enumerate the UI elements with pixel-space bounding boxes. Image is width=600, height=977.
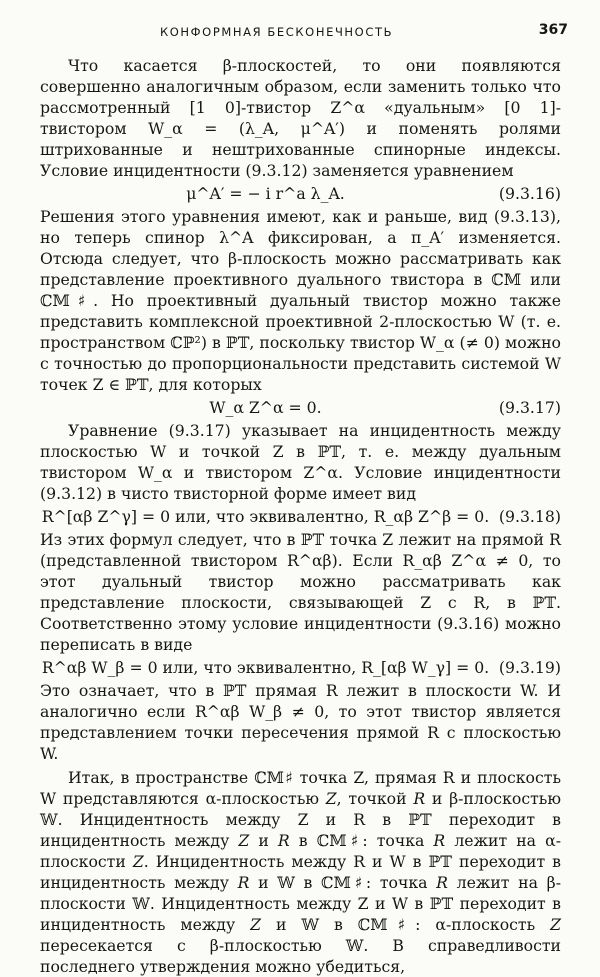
equation-expression: W_α Z^α = 0. [209,398,322,417]
equation-number: (9.3.17) [498,398,561,417]
equation-9-3-18 [40,504,561,529]
page-header [40,22,576,42]
paragraph-beta-planes: Что касается β-плоскостей, то они появляются совершенно аналогичным образом, если заменить только что рассмотренный [1 0]-твистор Z^α «дуальным» [0 1]-твистором W_α = (λ_A, μ^A′) и поменять ролями штрихованные и нештрихованные спинорные индексы. Условие инцидентности (9.3.12) заменяется уравнением [40,56,561,180]
equation-expression: R^αβ W_β = 0 или, что эквивалентно, R_[αβ W_γ] = 0. [41,658,490,677]
paragraph-line-in-plane: Это означает, что в ℙ𝕋 прямая R лежит в плоскости W. И аналогично если R^αβ W_β ≠ 0, то этот твистор является представлением точки пересечения прямой R с плоскостью W. [40,681,561,763]
equation-number: (9.3.16) [498,184,561,203]
equation-expression: μ^A′ = − i r^a λ_A. [186,184,345,203]
running-title: КОНФОРМНАЯ БЕСКОНЕЧНОСТЬ [160,25,394,39]
equation-number: (9.3.19) [498,658,561,677]
equation-number: (9.3.18) [498,507,561,526]
paragraph-summary: Итак, в пространстве ℂ𝕄♯ точка Z, прямая R и плоскость W представляются α-плоскостью 𝑍, точкой 𝑅 и β-плоскостью 𝕎. Инцидентность между Z и R в ℙ𝕋 переходит в инцидентность между 𝑍 и 𝑅 в ℂ𝕄♯: точка 𝑅 лежит на α-плоскости 𝑍. Инцидентность между R и W в ℙ𝕋 переходит в инцидентность между 𝑅 и 𝕎 в ℂ𝕄♯: точка 𝑅 лежит на β-плоскости 𝕎. Инцидентность между Z и W в ℙ𝕋 переходит в инцидентность между 𝑍 и 𝕎 в ℂ𝕄♯: α-плоскость 𝑍 пересекается с β-плоскостью 𝕎. В справедливости последнего утверждения можно убедиться, [40,768,561,976]
equation-9-3-17 [40,395,561,420]
paragraph-point-on-line: Из этих формул следует, что в ℙ𝕋 точка Z лежит на прямой R (представленной твистором R^αβ). Если R_αβ Z^α ≠ 0, то этот дуальный твистор можно рассматривать как представление плоскости, связывающей Z с R, в ℙ𝕋. Соответственно этому условие инцидентности (9.3.16) можно переписать в виде [40,530,561,654]
equation-expression: R^[αβ Z^γ] = 0 или, что эквивалентно, R_αβ Z^β = 0. [41,507,490,526]
page-number: 367 [538,22,568,38]
equation-9-3-19 [40,655,561,680]
paragraph-incidence: Уравнение (9.3.17) указывает на инцидентность между плоскостью W и точкой Z в ℙ𝕋, т. е. между дуальным твистором W_α и твистором Z^α. Условие инцидентности (9.3.12) в чисто твисторной форме имеет вид [40,421,561,503]
paragraph-solutions: Решения этого уравнения имеют, как и раньше, вид (9.3.13), но теперь спинор λ^A фиксирован, а π_A′ изменяется. Отсюда следует, что β-плоскость можно рассматривать как представление проективного дуального твистора в ℂ𝕄 или ℂ𝕄♯. Но проективный дуальный твистор можно также представить комплексной проективной 2-плоскостью W (т. е. пространством ℂℙ²) в ℙ𝕋, поскольку твистор W_α (≠ 0) можно с точностью до пропорциональности представить системой W точек Z ∈ ℙ𝕋, для которых [40,207,561,394]
equation-9-3-16 [40,181,561,206]
page-body [40,55,561,977]
